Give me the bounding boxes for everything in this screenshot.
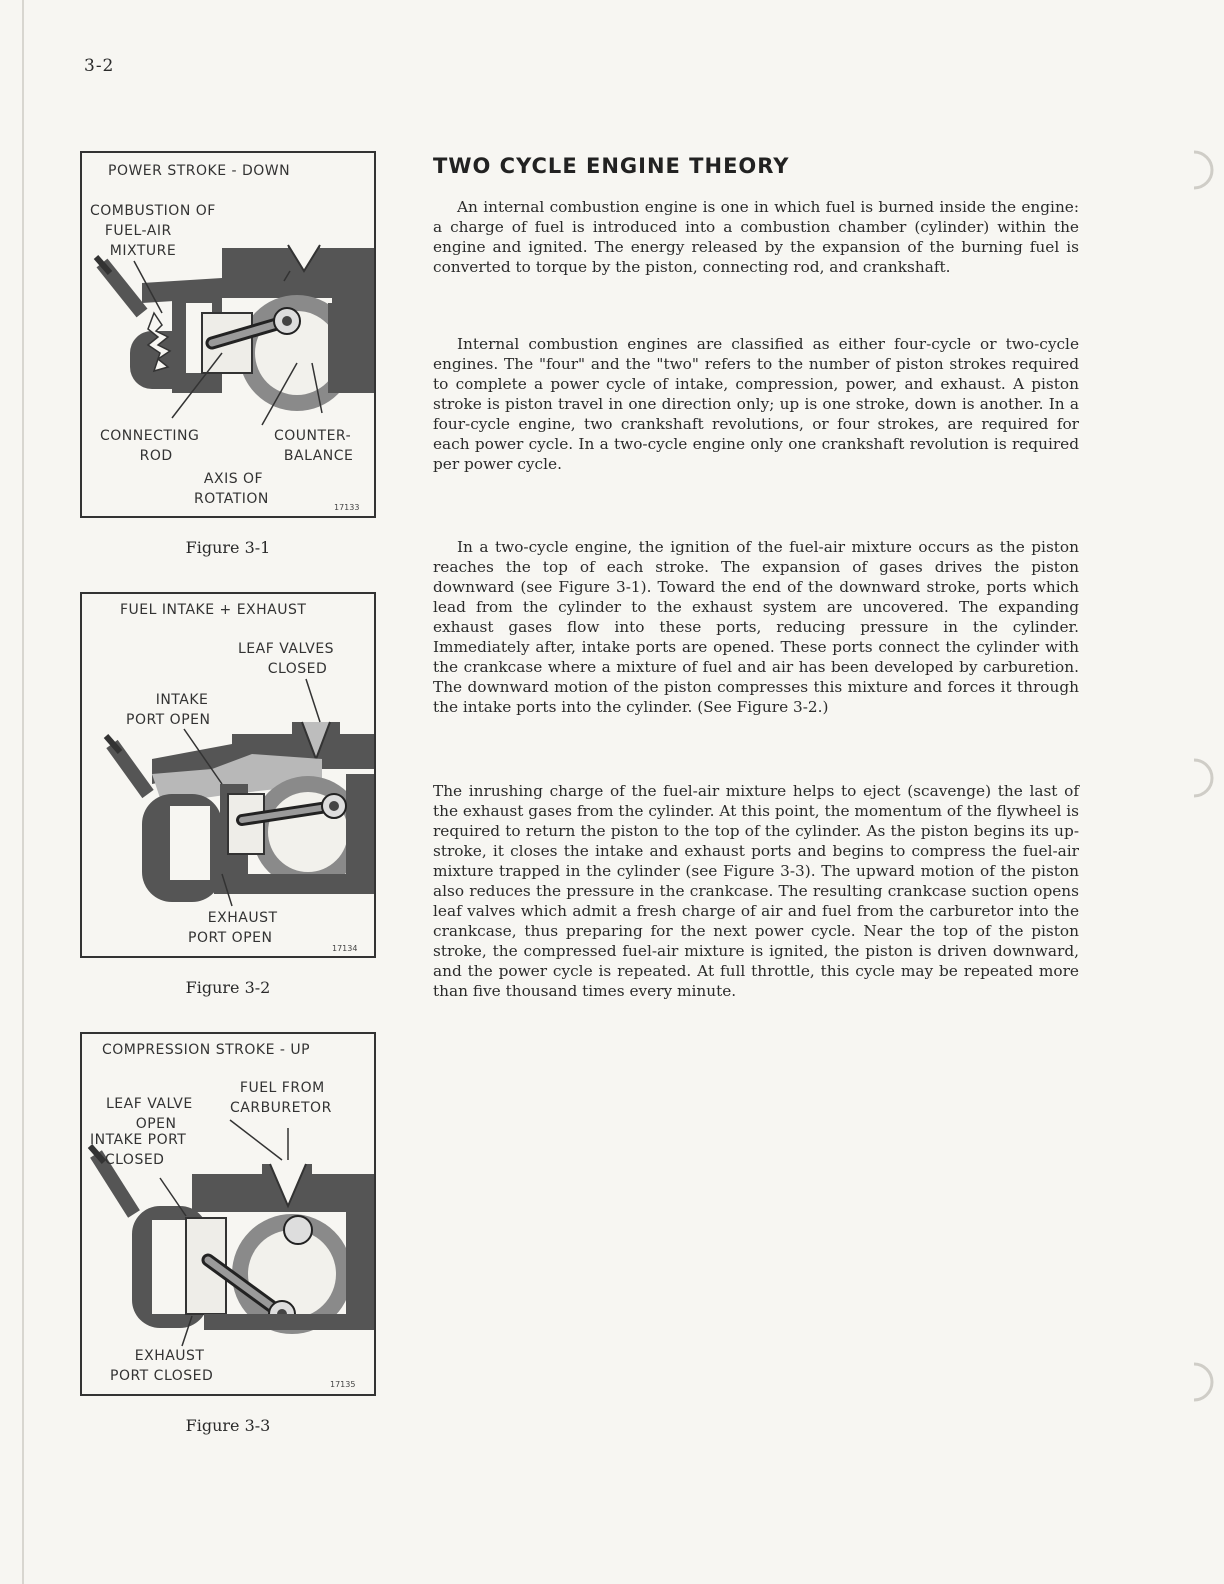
label-leaf-valve-open: LEAF VALVE OPEN	[106, 1096, 193, 1132]
label-fuel-intake: FUEL INTAKE + EXHAUST	[120, 602, 307, 618]
figure-caption-3-3: Figure 3-3	[185, 1416, 271, 1435]
label-compression-stroke: COMPRESSION STROKE - UP	[102, 1042, 311, 1058]
figure-3-2	[80, 592, 376, 958]
label-intake-port-closed: INTAKE PORT CLOSED	[90, 1132, 187, 1168]
label-fuel-from-carburetor: FUEL FROM CARBURETOR	[230, 1080, 332, 1116]
figure-code: 17133	[334, 503, 360, 512]
paragraph-4: The inrushing charge of the fuel-air mixture helps to eject (scavenge) the last of the exhaust gases from the cylinder. At this point, the momentum of the flywheel is required to return the piston to the top of the cylinder. As the piston begins its up-stroke, it closes the intake and exhaust ports and begins to compress the fuel-air mixture trapped in the cylinder (see Figure 3-3). The upward motion of the piston also reduces the pressure in the crankcase. The resulting crankcase suction opens leaf valves which admit a fresh charge of air and fuel from the carburetor into the crankcase, thus preparing for the next power cycle. Near the top of the piston stroke, the compressed fuel-air mixture is ignited, the piston is driven downward, and the power cycle is repeated. At full throttle, this cycle may be repeated more than five thousand times every minute.	[433, 782, 1079, 1000]
label-exhaust-port-open: EXHAUST PORT OPEN	[188, 910, 278, 946]
label-leaf-valves-closed: LEAF VALVES CLOSED	[238, 641, 335, 677]
label-exhaust-port-closed: EXHAUST PORT CLOSED	[110, 1348, 214, 1384]
label-counterbalance: COUNTER- BALANCE	[274, 428, 354, 464]
binder-hole	[1164, 1352, 1224, 1412]
binder-hole	[1164, 748, 1224, 808]
figure-3-3	[80, 1032, 376, 1396]
label-intake-port-open: INTAKE PORT OPEN	[126, 692, 211, 728]
page-number: 3-2	[84, 56, 115, 76]
paragraph-1: An internal combustion engine is one in which fuel is burned inside the engine: a charge of fuel is introduced into a combustion chamber (cylinder) within the engine and ignited. The energy released by the expansion of the burning fuel is converted to torque by the piston, connecting rod, and crankshaft.	[433, 198, 1079, 276]
label-connecting-rod: CONNECTING ROD	[100, 428, 200, 464]
label-power-stroke: POWER STROKE - DOWN	[108, 163, 291, 179]
paragraph-2: Internal combustion engines are classified as either four-cycle or two-cycle engines. The "four" and the "two" refers to the number of piston strokes required to complete a power cycle of intake, compression, power, and exhaust. A piston stroke is piston travel in one direction only; up is one stroke, down is another. In a four-cycle engine, two crankshaft revolutions, or four strokes, are required for each power cycle. In a two-cycle engine only one crankshaft revolution is required per power cycle.	[433, 335, 1079, 473]
binder-hole	[1164, 140, 1224, 200]
paragraph-3: In a two-cycle engine, the ignition of the fuel-air mixture occurs as the piston reaches the top of each stroke. The expansion of gases drives the piston downward (see Figure 3-1). Toward the end of the downward stroke, ports which lead from the cylinder to the exhaust system are uncovered. The expanding exhaust gases flow into these ports, reducing pressure in the cylinder. Immediately after, intake ports are opened. These ports connect the cylinder with the crankcase where a mixture of fuel and air has been developed by carburetion. The downward motion of the piston compresses this mixture and forces it through the intake ports into the cylinder. (See Figure 3-2.)	[433, 538, 1079, 716]
section-title: TWO CYCLE ENGINE THEORY	[433, 154, 790, 178]
figure-code: 17134	[332, 944, 358, 953]
figure-3-1	[80, 151, 376, 518]
page-edge-shadow	[22, 0, 24, 1584]
label-axis-rotation: AXIS OF ROTATION	[194, 471, 269, 507]
figure-caption-3-1: Figure 3-1	[185, 538, 271, 557]
figure-code: 17135	[330, 1380, 356, 1389]
figure-caption-3-2: Figure 3-2	[185, 978, 271, 997]
label-combustion: COMBUSTION OF FUEL-AIR MIXTURE	[90, 203, 216, 259]
